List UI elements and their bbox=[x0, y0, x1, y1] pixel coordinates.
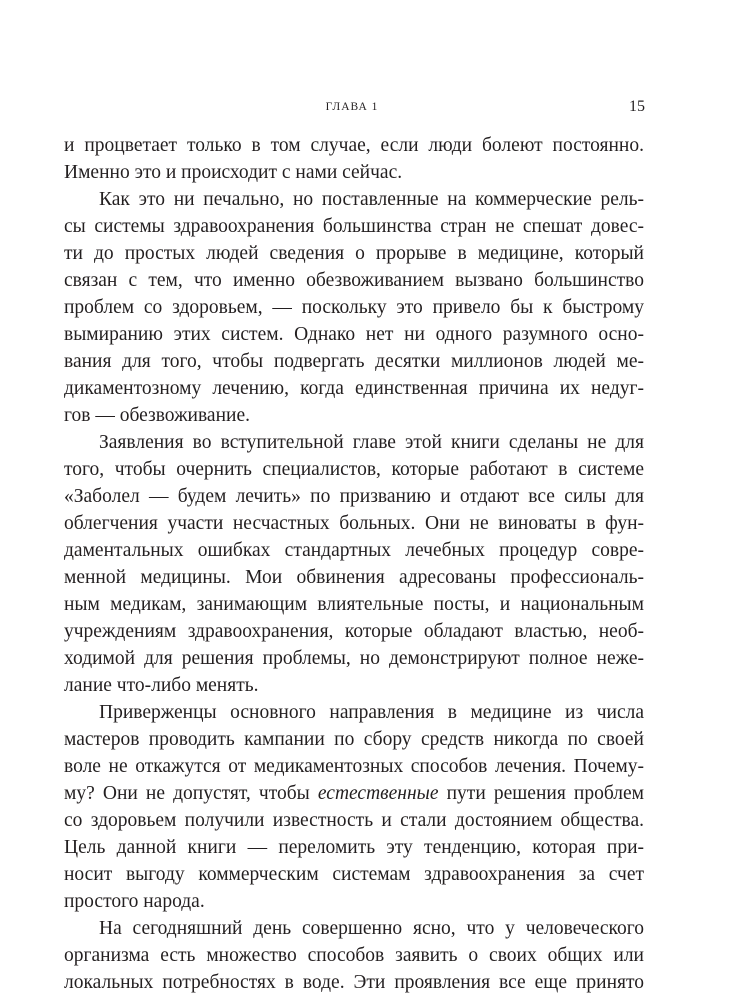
text-line: ным медикам, занимающим влиятельные посты, и национальным bbox=[64, 594, 644, 615]
text-segment: му? Они не допустят, чтобы bbox=[64, 783, 318, 804]
text-line: того, чтобы очернить специалистов, которые работают в системе bbox=[64, 459, 644, 480]
text-line: вания для того, чтобы подвергать десятки миллионов людей ме- bbox=[64, 351, 644, 372]
text-line: со здоровьем получили известность и стали достоянием общества. bbox=[64, 810, 644, 831]
page-number: 15 bbox=[629, 98, 645, 115]
text-line: носит выгоду коммерческим системам здравоохранения за счет bbox=[64, 864, 644, 885]
text-line: локальных потребностях в воде. Эти проявления все еще принято bbox=[64, 972, 644, 993]
text-line: мастеров проводить кампании по сбору средств никогда по своей bbox=[64, 729, 644, 750]
paragraph-1 bbox=[64, 132, 644, 186]
text-line-with-italic bbox=[64, 780, 644, 807]
text-line: Цель данной книги — переломить эту тенденцию, которая при- bbox=[64, 837, 644, 858]
text-line: Как это ни печально, но поставленные на коммерческие рель- bbox=[99, 189, 644, 210]
text-line: «Заболел — будем лечить» по призванию и отдают все силы для bbox=[64, 486, 644, 507]
text-line: гов — обезвоживание. bbox=[64, 405, 250, 426]
text-line: дикаментозному лечению, когда единственная причина их недуг- bbox=[64, 378, 644, 399]
body-text bbox=[64, 132, 644, 996]
text-line: связан с тем, что именно обезвоживанием вызвано большинство bbox=[64, 270, 644, 291]
text-line: лание что-либо менять. bbox=[64, 675, 259, 696]
text-line: вымиранию этих систем. Однако нет ни одного разумного осно- bbox=[64, 324, 644, 345]
text-line: учреждениям здравоохранения, которые обладают властью, необ- bbox=[64, 621, 644, 642]
paragraph-4 bbox=[64, 699, 644, 915]
text-line: На сегодняшний день совершенно ясно, что у человеческого bbox=[99, 918, 644, 939]
text-segment: пути решения проблем bbox=[438, 783, 645, 804]
text-line: ти до простых людей сведения о прорыве в медицине, который bbox=[64, 243, 644, 264]
running-head bbox=[0, 98, 756, 121]
text-line: сы системы здравоохранения большинства стран не спешат довес- bbox=[64, 216, 644, 237]
text-line: даментальных ошибках стандартных лечебных процедур совре- bbox=[64, 540, 644, 561]
text-line: Приверженцы основного направления в медицине из числа bbox=[99, 702, 644, 723]
text-line: менной медицины. Мои обвинения адресованы профессиональ- bbox=[64, 567, 644, 588]
paragraph-5 bbox=[64, 915, 644, 996]
paragraph-2 bbox=[64, 186, 644, 429]
italic-emphasis: естественные bbox=[317, 783, 439, 804]
chapter-label: ГЛАВА 1 bbox=[325, 101, 379, 113]
paragraph-3 bbox=[64, 429, 644, 699]
text-line: простого народа. bbox=[64, 891, 205, 912]
text-line: Заявления во вступительной главе этой книги сделаны не для bbox=[99, 432, 644, 453]
text-line: проблем со здоровьем, — поскольку это привело бы к быстрому bbox=[64, 297, 644, 318]
text-line: Именно это и происходит с нами сейчас. bbox=[64, 162, 403, 183]
text-line: облегчения участи несчастных больных. Они не виноваты в фун- bbox=[64, 513, 644, 534]
text-line: и процветает только в том случае, если люди болеют постоянно. bbox=[64, 135, 644, 156]
text-line: ходимой для решения проблемы, но демонстрируют полное неже- bbox=[64, 648, 644, 669]
text-line: воле не откажутся от медикаментозных способов лечения. Почему- bbox=[64, 756, 644, 777]
text-line: организма есть множество способов заявить о своих общих или bbox=[64, 945, 644, 966]
